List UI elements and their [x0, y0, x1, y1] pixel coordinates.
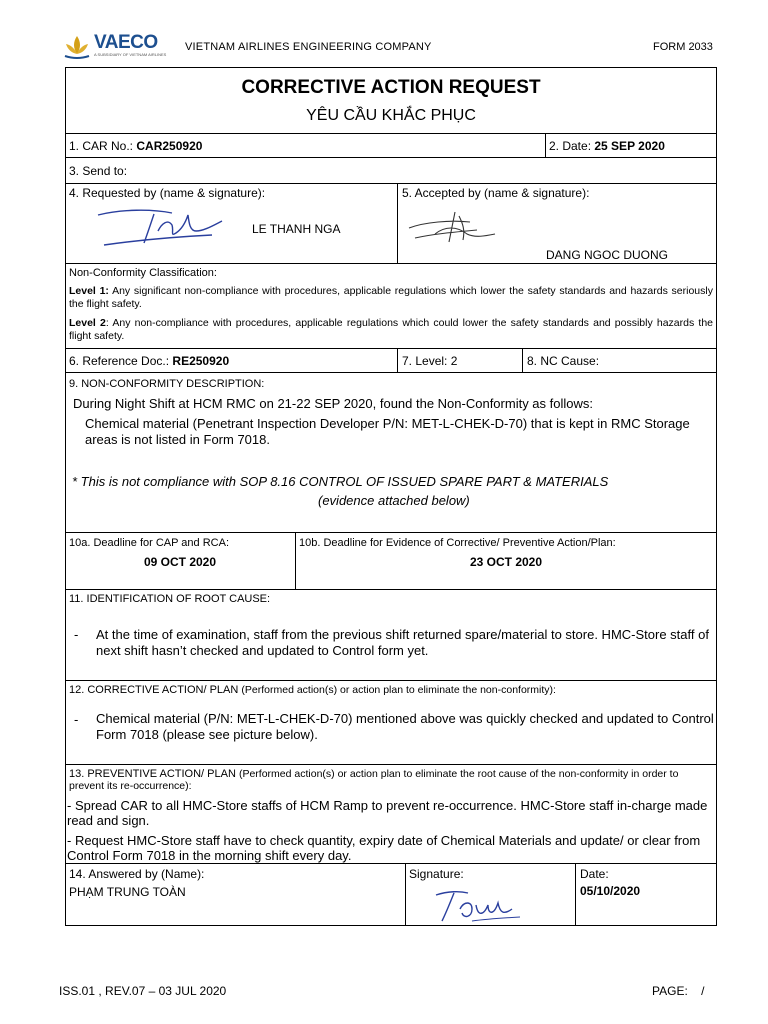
divider — [65, 764, 717, 765]
divider — [65, 183, 717, 184]
answer-date-label: Date: — [580, 867, 609, 881]
car-no-value: CAR250920 — [136, 139, 203, 153]
root-cause-bullet: - — [74, 627, 79, 642]
classification-label: Non-Conformity Classification: — [69, 267, 217, 279]
divider — [65, 157, 717, 158]
reference-doc-value: RE250920 — [172, 354, 230, 368]
nc-cause-label: 8. NC Cause: — [527, 354, 600, 368]
preventive-label-row — [69, 768, 709, 792]
level1-label: Level 1: — [69, 285, 109, 297]
preventive-label-note: (Performed action(s) or action plan to eliminate the root cause of the non-conformity in order to prevent its re-occurrence): — [69, 768, 679, 792]
divider — [65, 589, 717, 590]
issue-revision: ISS.01 , REV.07 – 03 JUL 2020 — [59, 984, 227, 998]
divider — [65, 532, 717, 533]
corrective-bullet: - — [74, 712, 79, 727]
requester-name: LE THANH NGA — [252, 222, 341, 236]
requested-by-label: 4. Requested by (name & signature): — [69, 186, 266, 200]
preventive-label: 13. PREVENTIVE ACTION/ PLAN — [69, 768, 236, 780]
corrective-text: Chemical material (P/N: MET-L-CHEK-D-70) mentioned above was quickly checked and updated to Control Form 7018 (please see picture below). — [96, 711, 714, 742]
divider — [545, 133, 546, 157]
accepted-by-label: 5. Accepted by (name & signature): — [402, 186, 590, 200]
deadline-cap-label: 10a. Deadline for CAP and RCA: — [69, 537, 229, 549]
divider — [65, 863, 717, 864]
deadline-evidence-value: 23 OCT 2020 — [469, 555, 543, 569]
description-line-2: Chemical material (Penetrant Inspection Developer P/N: MET-L-CHEK-D-70) that is kept in RMC Storage areas is not listed in Form 7018. — [85, 416, 690, 447]
vaeco-logo — [62, 30, 174, 64]
level1-definition — [69, 285, 713, 310]
level2-label: Level 2 — [69, 317, 106, 329]
deadline-cap-value: 09 OCT 2020 — [143, 555, 217, 569]
send-to-label: 3. Send to: — [69, 164, 128, 178]
preventive-item-1: - Spread CAR to all HMC-Store staffs of HCM Ramp to prevent re-occurrence. HMC-Store staff in-charge made read and sign. — [67, 798, 708, 828]
car-no-field — [69, 139, 202, 153]
corrective-label-note: (Performed action(s) or action plan to eliminate the non-conformity): — [241, 684, 556, 696]
acceptor-signature — [405, 208, 500, 248]
answered-by-label: 14. Answered by (Name): — [69, 867, 205, 881]
level2-text: : Any non-compliance with procedures, applicable regulations which could lower the safety standards and possibly hazards the flight safety. — [69, 317, 713, 342]
date-value: 25 SEP 2020 — [594, 139, 665, 153]
car-no-label: 1. CAR No.: — [69, 139, 134, 153]
company-name: VIETNAM AIRLINES ENGINEERING COMPANY — [185, 41, 432, 53]
level1-text: Any significant non-compliance with procedures, applicable regulations which lower the safety standards and hazards seriously the flight safety. — [69, 285, 713, 310]
divider — [65, 133, 717, 134]
level-field: 7. Level: 2 — [402, 354, 458, 368]
page-number: PAGE: / — [652, 984, 705, 998]
divider — [65, 680, 717, 681]
date-field — [549, 139, 665, 153]
description-note-2: (evidence attached below) — [318, 493, 470, 508]
answered-by-name: PHẠM TRUNG TOÀN — [69, 885, 186, 899]
preventive-item-2: - Request HMC-Store staff have to check quantity, expiry date of Chemical Materials and update/ or clear from Control Form 7018 in the morning shift every day. — [67, 833, 701, 863]
corrective-label: 12. CORRECTIVE ACTION/ PLAN — [69, 684, 239, 696]
logo-text: VAECO — [94, 32, 158, 53]
description-label: 9. NON-CONFORMITY DESCRIPTION: — [69, 378, 265, 390]
divider — [575, 863, 576, 926]
acceptor-name: DANG NGOC DUONG — [546, 248, 669, 262]
divider — [405, 863, 406, 926]
description-line-1: During Night Shift at HCM RMC on 21-22 SEP 2020, found the Non-Conformity as follows: — [73, 396, 593, 411]
form-title: CORRECTIVE ACTION REQUEST — [241, 77, 541, 98]
date-label: 2. Date: — [549, 139, 592, 153]
divider — [397, 183, 398, 263]
level2-definition — [69, 317, 713, 342]
answer-date-value: 05/10/2020 — [580, 884, 641, 898]
divider — [65, 263, 717, 264]
signature-label: Signature: — [409, 867, 464, 881]
reference-doc-label: 6. Reference Doc.: — [69, 354, 170, 368]
root-cause-text: At the time of examination, staff from the previous shift returned spare/material to store. HMC-Store staff of next shift hasn’t checked and updated to Control form yet. — [96, 627, 709, 658]
deadline-evidence-label: 10b. Deadline for Evidence of Corrective/ Preventive Action/Plan: — [299, 537, 616, 549]
divider — [522, 348, 523, 372]
form-id: FORM 2033 — [653, 41, 713, 53]
divider — [65, 372, 717, 373]
divider — [65, 348, 717, 349]
divider — [397, 348, 398, 372]
requester-signature — [92, 201, 252, 251]
reference-doc-field — [69, 354, 229, 368]
answerer-signature — [432, 887, 527, 925]
lotus-icon — [62, 32, 92, 62]
form-subtitle: YÊU CẦU KHẮC PHỤC — [306, 107, 476, 124]
root-cause-label: 11. IDENTIFICATION OF ROOT CAUSE: — [69, 593, 271, 605]
corrective-label-row — [69, 684, 556, 697]
logo-tagline: A SUBSIDIARY OF VIETNAM AIRLINES — [94, 52, 167, 57]
description-note-1: * This is not compliance with SOP 8.16 CONTROL OF ISSUED SPARE PART & MATERIALS — [72, 474, 609, 489]
